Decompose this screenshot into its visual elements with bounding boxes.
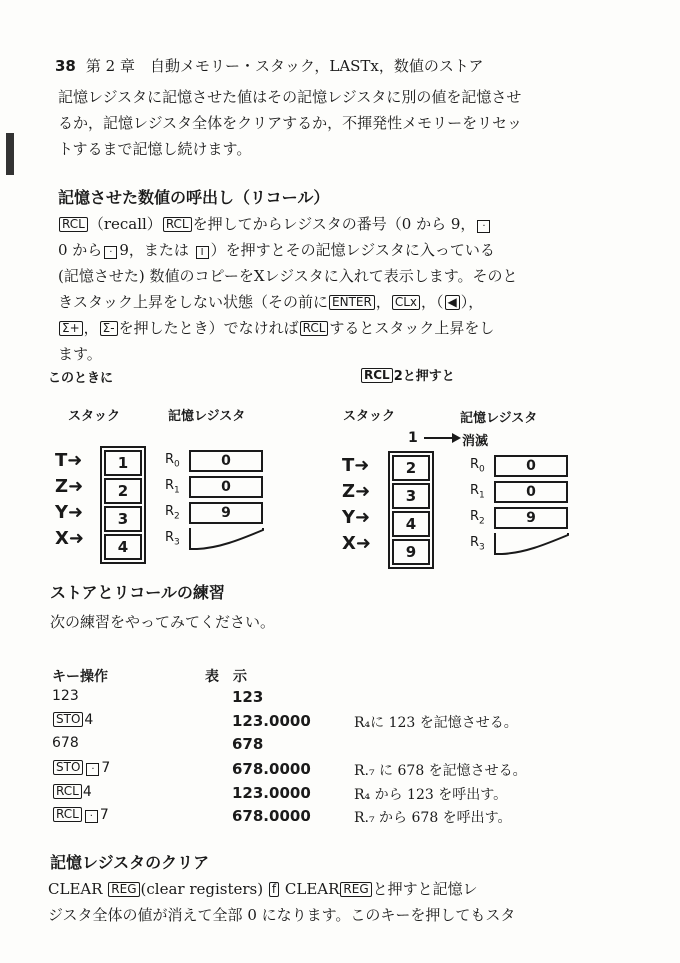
rcl-key: RCL [53, 784, 82, 799]
row-label-y: Y➜ [342, 507, 371, 528]
arrow-icon: ➜ [355, 533, 371, 554]
stack-cell: 4 [104, 534, 142, 560]
row-label-t: T➜ [55, 450, 83, 471]
stack-label-right: スタック [343, 409, 396, 424]
rcl-key: RCL [53, 807, 82, 822]
arrow-icon: ➜ [67, 450, 83, 471]
recall-line-2: 0 から · 9，または I ）を押すとその記憶レジスタに入っている [58, 241, 495, 259]
reg-key: REG [340, 882, 371, 897]
rcl-key: RCL [59, 217, 88, 232]
stack-frame [100, 446, 146, 564]
recall-heading: 記憶させた数値の呼出し（リコール） [58, 188, 330, 207]
recall-line-3: (記憶させた) 数値のコピーをXレジスタに入れて表示します。そのと [58, 267, 518, 285]
row-label-z: Z➜ [342, 481, 371, 502]
reg-cell: 9 [494, 507, 568, 529]
lost-arrow-line [424, 437, 454, 439]
arrow-icon: ➜ [68, 476, 84, 497]
reg-name: $R_3$ [165, 530, 180, 548]
recall-line-4: きスタック上昇をしない状態（その前に ENTER ， CLx ，（ ◀ ）， [58, 293, 484, 311]
reg-cell: 9 [189, 502, 263, 524]
clear-line-2: ジスタ全体の値が消えて全部 0 になります。このキーを押してもスタ [48, 906, 516, 924]
stack-label-left: スタック [68, 409, 121, 424]
decimal-key: · [477, 220, 490, 233]
stack-cell: 1 [104, 450, 142, 476]
row-label-z: Z➜ [55, 476, 84, 497]
stack-frame [388, 451, 434, 569]
sto-key: STO [53, 760, 83, 775]
reg-name: $R_2$ [470, 509, 485, 527]
decimal-key: · [104, 246, 117, 259]
stack-cell: 3 [104, 506, 142, 532]
diagram-left-title: このときに [48, 371, 114, 386]
rcl-key: RCL [300, 321, 329, 336]
decimal-key: · [86, 763, 99, 776]
reg-cell: 0 [189, 476, 263, 498]
page-number: 38 [55, 57, 76, 75]
reg-cell: 0 [494, 455, 568, 477]
decimal-key: · [85, 810, 98, 823]
recall-line-5: Σ+ ， Σ- を押したとき）でなければ RCL するとスタック上昇をし [58, 315, 518, 341]
arrow-icon: ➜ [68, 528, 84, 549]
arrow-icon: ➜ [355, 481, 371, 502]
stack-cell: 2 [104, 478, 142, 504]
reg-name: $R_2$ [165, 504, 180, 522]
reg-torn-cell [189, 526, 265, 550]
intro-line: トするまで記憶し続けます。 [58, 140, 252, 158]
arrow-icon: ➜ [355, 507, 371, 528]
reg-name: $R_1$ [470, 483, 485, 501]
lost-text: 消滅 [462, 434, 489, 449]
reg-torn-cell [494, 531, 570, 555]
clear-line-1: CLEAR REG (clear registers) f CLEAR REG と押すと記憶レ [48, 880, 478, 898]
f-key: f [269, 882, 279, 897]
lost-value: 1 [408, 430, 418, 446]
rcl-key: RCL [163, 217, 192, 232]
col-display-header: 表 示 [205, 669, 247, 685]
practice-sub: 次の練習をやってみてください。 [50, 613, 276, 631]
sigma-plus-key: Σ+ [59, 321, 83, 336]
reg-key: REG [108, 882, 139, 897]
backspace-key: ◀ [445, 295, 460, 310]
chapter-title: 第 2 章 自動メモリー・スタック，LASTx，数値のストア [85, 57, 484, 75]
clear-paragraph [48, 876, 515, 928]
reg-label-right: 記憶レジスタ [460, 411, 538, 426]
row-label-x: X➜ [342, 533, 371, 554]
practice-heading: ストアとリコールの練習 [50, 583, 225, 602]
stack-cell: 9 [392, 539, 430, 565]
side-marker [6, 133, 14, 175]
reg-name: $R_0$ [165, 452, 180, 470]
clx-key: CLx [392, 295, 420, 310]
recall-line-6: ます。 [58, 345, 102, 363]
intro-line: 記憶レジスタに記憶させた値はその記憶レジスタに別の値を記憶させ [58, 88, 522, 106]
page-header [55, 55, 483, 76]
reg-cell: 0 [494, 481, 568, 503]
i-key: I [196, 246, 209, 259]
arrow-icon: ➜ [68, 502, 84, 523]
lost-arrow-head-icon [452, 433, 461, 443]
col-keys-header: キー操作 [52, 669, 108, 685]
row-label-x: X➜ [55, 528, 84, 549]
intro-line: るか，記憶レジスタ全体をクリアするか，不揮発性メモリーをリセッ [58, 114, 523, 132]
recall-paragraph [58, 211, 518, 367]
enter-key: ENTER [329, 295, 375, 310]
arrow-icon: ➜ [354, 455, 370, 476]
reg-name: $R_1$ [165, 478, 180, 496]
stack-cell: 3 [392, 483, 430, 509]
reg-name: $R_3$ [470, 535, 485, 553]
stack-cell: 4 [392, 511, 430, 537]
clear-heading: 記憶レジスタのクリア [50, 853, 210, 872]
reg-cell: 0 [189, 450, 263, 472]
sto-key: STO [53, 712, 83, 727]
recall-line-1: RCL （recall） RCL を押してからレジスタの番号（0 から 9， · [58, 211, 518, 237]
reg-name: $R_0$ [470, 457, 485, 475]
sigma-minus-key: Σ- [100, 321, 118, 336]
diagram-right-title: RCL 2と押すと [360, 365, 455, 384]
row-label-y: Y➜ [55, 502, 84, 523]
reg-label-left: 記憶レジスタ [168, 409, 246, 424]
stack-cell: 2 [392, 455, 430, 481]
rcl-key: RCL [361, 368, 393, 383]
intro-paragraph [58, 84, 522, 162]
row-label-t: T➜ [342, 455, 370, 476]
